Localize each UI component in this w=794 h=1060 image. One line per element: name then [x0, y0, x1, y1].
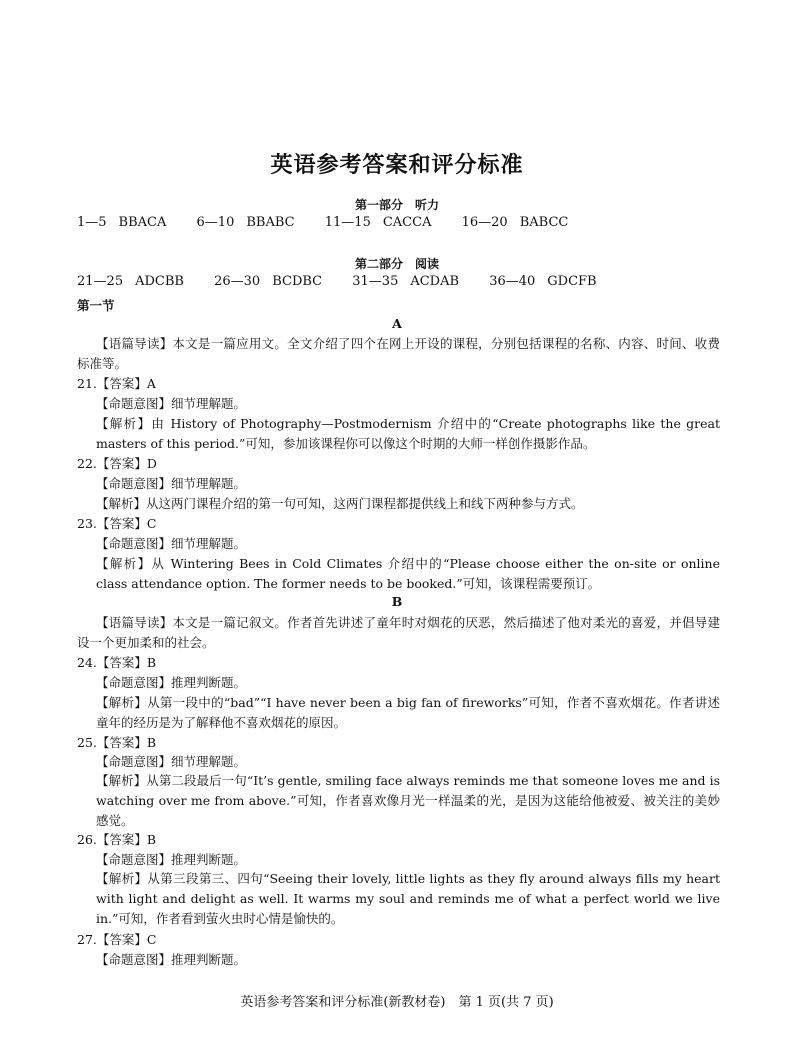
q24-intent: 【命题意图】推理判断题。 [96, 675, 247, 690]
answer-group: 11—15 CACCA [324, 215, 432, 230]
q22-answer: 22.【答案】D [77, 456, 157, 471]
q21-intent: 【命题意图】细节理解题。 [96, 396, 247, 411]
q23-answer: 23.【答案】C [77, 516, 157, 531]
page-title: 英语参考答案和评分标准 [270, 153, 524, 178]
passage-a-intro: 【语篇导读】本文是一篇应用文。全文介绍了四个在网上开设的课程，分别包括课程的名称、内容、时间、收费标准等。 [77, 336, 720, 371]
q26-analysis: 【解析】从第三段第三、四句“Seeing their lovely, little lights as they fly around always fills my heart with light and delight as well. It warms my soul and reminds me of what a perfect world we live in.”可知，作者看到萤火虫时心情是愉快的。 [96, 871, 720, 926]
answer-group: 6—10 BBABC [196, 215, 295, 230]
q27-answer: 27.【答案】C [77, 932, 157, 947]
q21-analysis: 【解析】由 History of Photography—Postmodernism 介绍中的“Create photographs like the great masters of this period.”可知，参加该课程你可以像这个时期的大师一样创作摄影作品。 [96, 416, 720, 451]
answer-group: 1—5 BBACA [77, 215, 167, 230]
reading-answers [77, 274, 737, 289]
q25-answer: 25.【答案】B [77, 735, 157, 750]
section-label: 第一节 [77, 298, 115, 313]
q26-answer: 26.【答案】B [77, 832, 157, 847]
passage-b-letter: B [391, 594, 403, 609]
answer-group: 36—40 GDCFB [489, 274, 597, 289]
q23-analysis: 【解析】从 Wintering Bees in Cold Climates 介绍中的“Please choose either the on-site or online class attendance option. The former needs to be booked.”可知，该课程需要预订。 [96, 556, 720, 591]
answer-group: 16—20 BABCC [461, 215, 569, 230]
q22-analysis: 【解析】从这两门课程介绍的第一句可知，这两门课程都提供线上和线下两种参与方式。 [96, 496, 584, 511]
passage-a-letter: A [392, 316, 402, 331]
q24-analysis: 【解析】从第一段中的“bad”“I have never been a big fan of fireworks”可知，作者不喜欢烟花。作者讲述童年的经历是为了解释他不喜欢烟花的原因。 [96, 695, 720, 730]
q26-intent: 【命题意图】推理判断题。 [96, 852, 247, 867]
page-footer: 英语参考答案和评分标准(新教材卷) 第 1 页(共 7 页) [240, 995, 554, 1010]
q24-answer: 24.【答案】B [77, 655, 157, 670]
answer-group: 26—30 BCDBC [214, 274, 323, 289]
q23-intent: 【命题意图】细节理解题。 [96, 536, 247, 551]
part1-heading: 第一部分 听力 [354, 198, 439, 212]
passage-b-intro: 【语篇导读】本文是一篇记叙文。作者首先讲述了童年时对烟花的厌恶，然后描述了他对柔光的喜爱，并倡导建设一个更加柔和的社会。 [77, 615, 720, 650]
q25-intent: 【命题意图】细节理解题。 [96, 754, 247, 769]
part2-heading: 第二部分 阅读 [354, 257, 439, 271]
answer-group: 31—35 ACDAB [352, 274, 460, 289]
q25-analysis: 【解析】从第二段最后一句“It’s gentle, smiling face always reminds me that someone loves me and is watching over me from above.”可知，作者喜欢像月光一样温柔的光，是因为这能给他被爱、被关注的美妙感觉。 [96, 773, 720, 828]
q27-intent: 【命题意图】推理判断题。 [96, 952, 247, 967]
q22-intent: 【命题意图】细节理解题。 [96, 476, 247, 491]
answer-group: 21—25 ADCBB [77, 274, 184, 289]
listening-answers [77, 215, 737, 230]
q21-answer: 21.【答案】A [77, 376, 156, 391]
